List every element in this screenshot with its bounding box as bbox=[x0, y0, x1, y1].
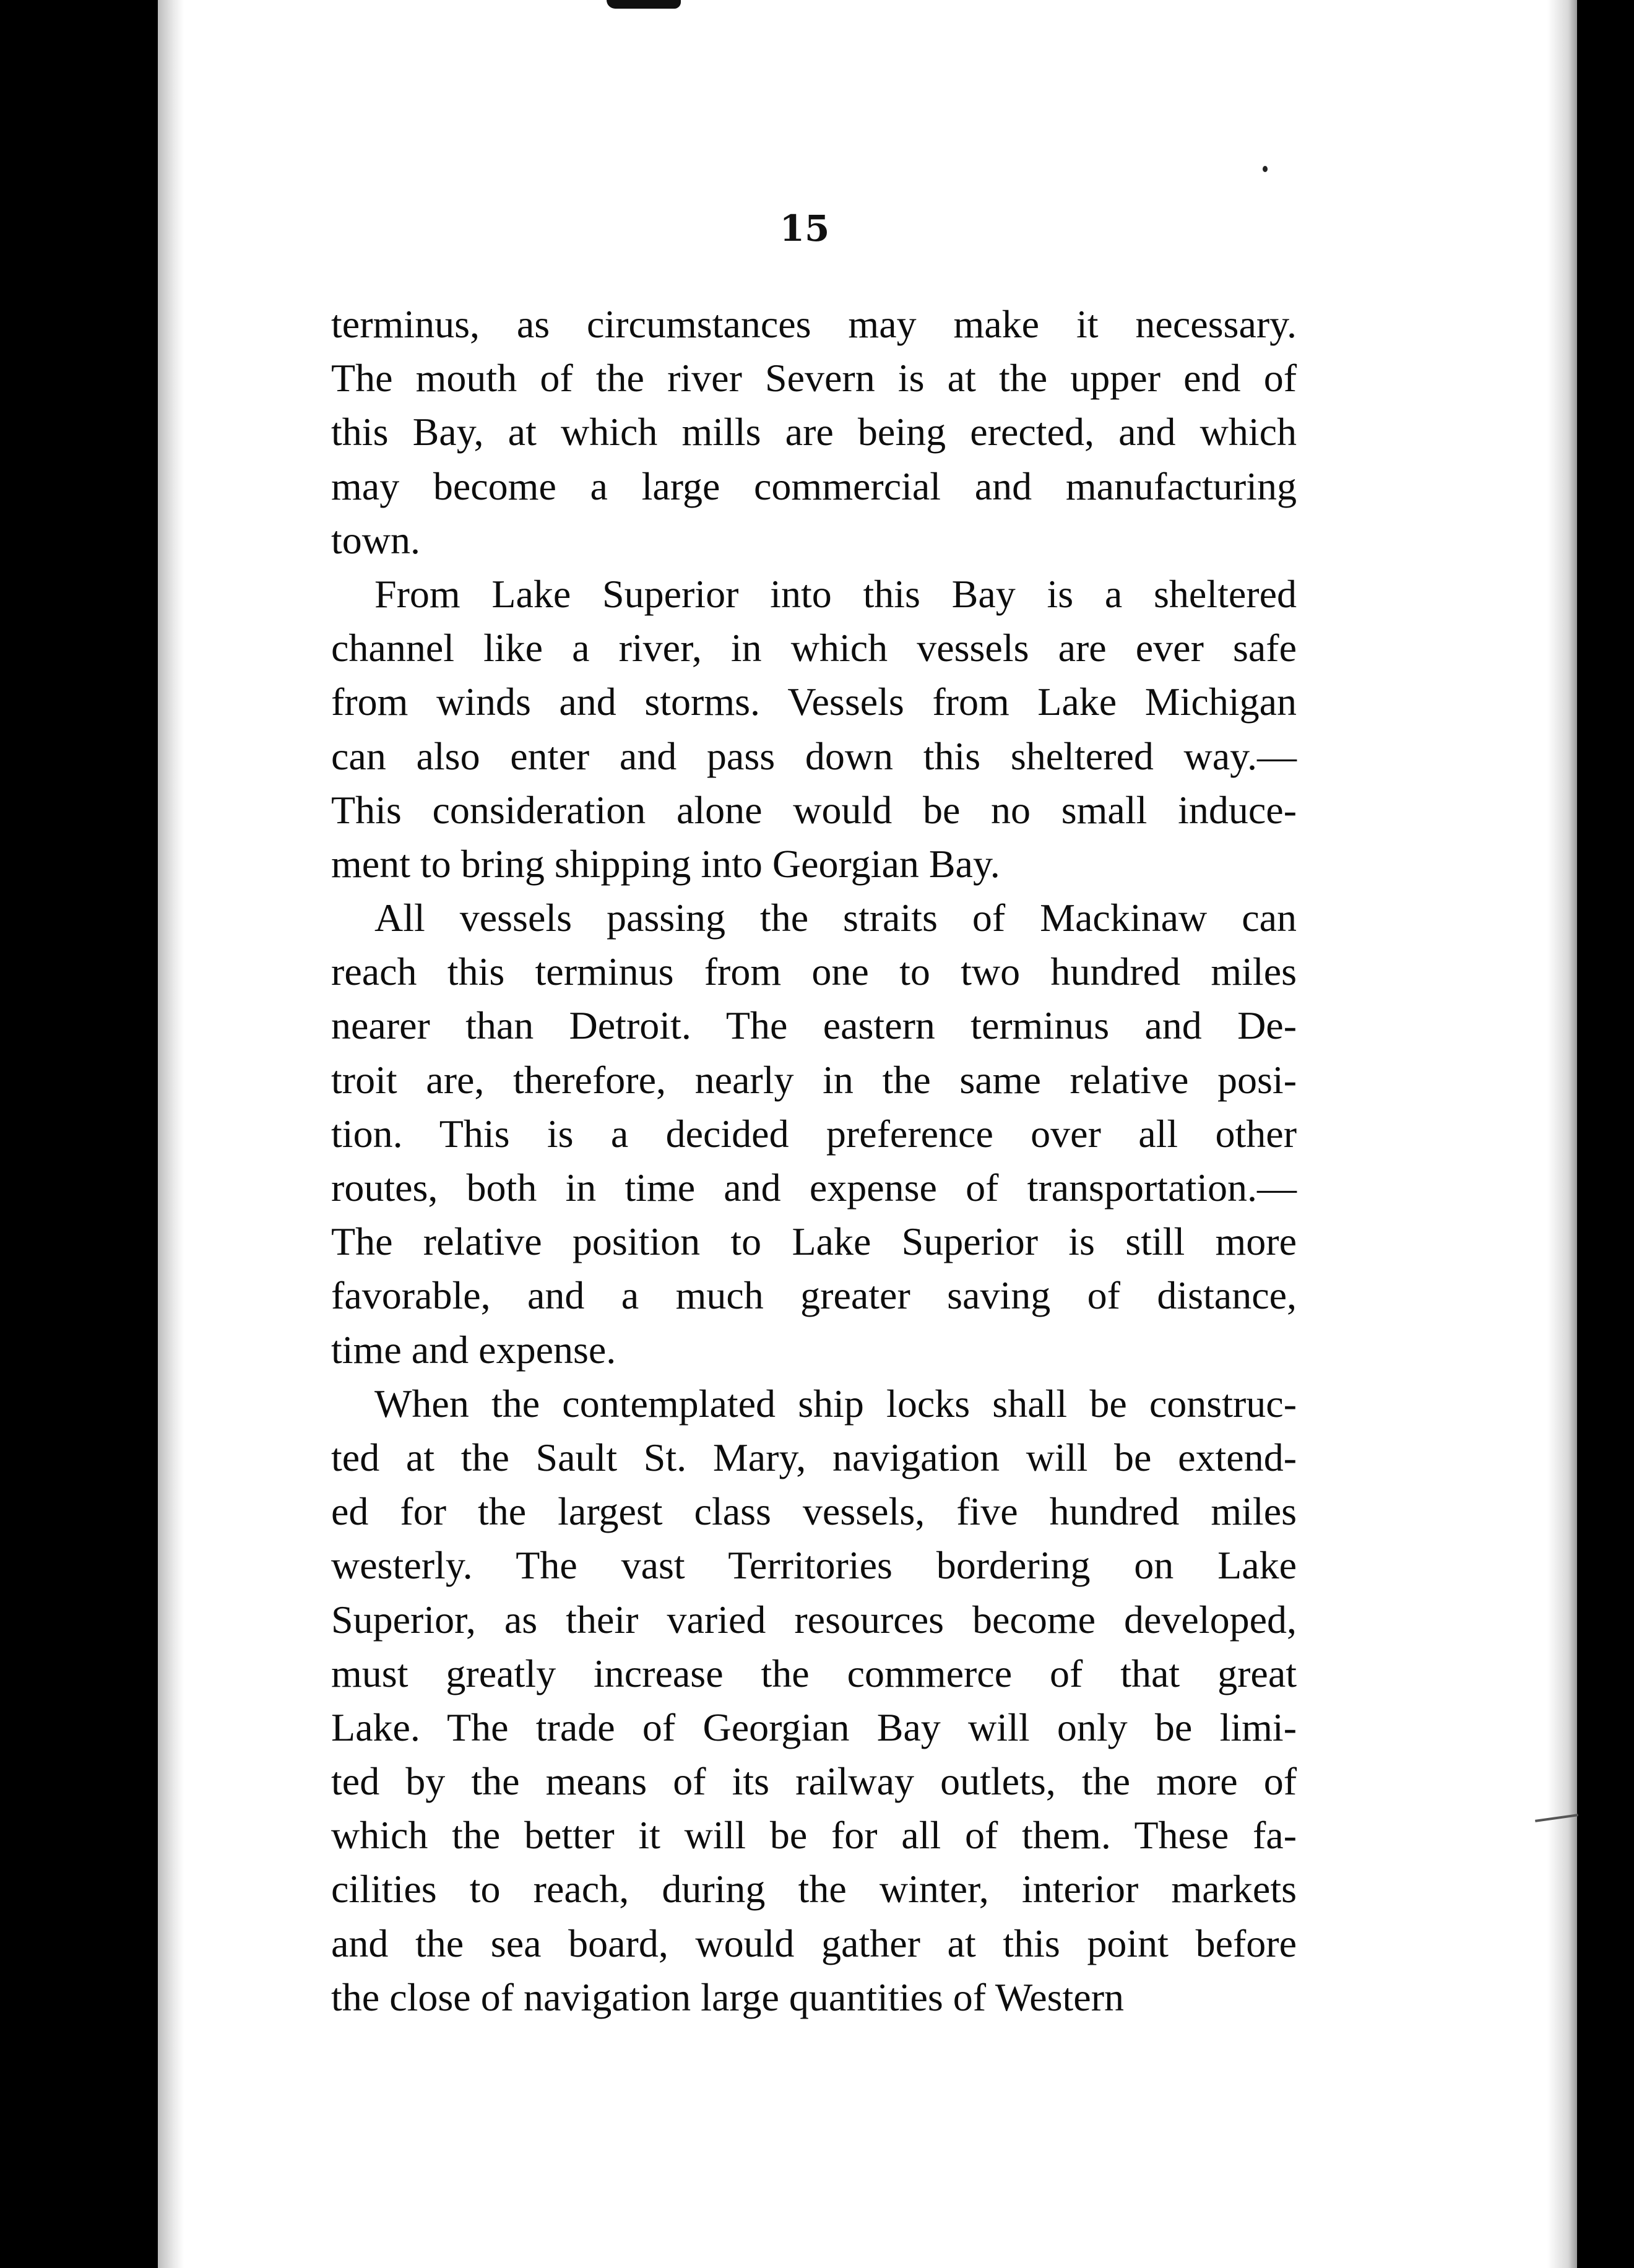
text-line: which the better it will be for all of them. These fa- bbox=[331, 1813, 1297, 1858]
left-binding-edge bbox=[0, 0, 158, 2268]
text-line: favorable, and a much greater saving of distance, bbox=[331, 1273, 1297, 1318]
text-line: terminus, as circumstances may make it necessary. bbox=[331, 302, 1297, 346]
page-number: 15 bbox=[779, 207, 830, 249]
text-line: ted at the Sault St. Mary, navigation will be extend- bbox=[331, 1435, 1297, 1479]
text-line: ment to bring shipping into Georgian Bay. bbox=[331, 841, 1000, 886]
text-line: from winds and storms. Vessels from Lake Michigan bbox=[331, 680, 1297, 724]
text-line: cilities to reach, during the winter, interior markets bbox=[331, 1867, 1297, 1911]
text-line: routes, both in time and expense of transportation.— bbox=[331, 1166, 1297, 1210]
text-line: nearer than Detroit. The eastern terminus and De- bbox=[331, 1003, 1297, 1048]
text-line: The mouth of the river Severn is at the upper end of bbox=[331, 356, 1297, 400]
scan-blemish bbox=[607, 0, 681, 9]
text-line: and the sea board, would gather at this point before bbox=[331, 1921, 1297, 1965]
paragraph bbox=[331, 891, 1297, 1377]
text-line: ted by the means of its railway outlets, the more of bbox=[331, 1759, 1297, 1804]
body-text bbox=[331, 297, 1297, 2024]
ink-speck bbox=[1263, 166, 1268, 172]
text-line: must greatly increase the commerce of that great bbox=[331, 1651, 1297, 1695]
paragraph bbox=[331, 1377, 1297, 2024]
text-line: time and expense. bbox=[331, 1327, 616, 1372]
text-line: troit are, therefore, nearly in the same relative posi- bbox=[331, 1057, 1297, 1102]
text-line: When the contemplated ship locks shall be construc- bbox=[374, 1381, 1297, 1426]
text-line: This consideration alone would be no small induce- bbox=[331, 787, 1297, 832]
text-line: From Lake Superior into this Bay is a sheltered bbox=[374, 571, 1297, 616]
text-line: the close of navigation large quantities of Western bbox=[331, 1975, 1124, 2019]
text-line: may become a large commercial and manufacturing bbox=[331, 464, 1297, 508]
text-line: Lake. The trade of Georgian Bay will only be limi- bbox=[331, 1705, 1297, 1749]
text-line: ed for the largest class vessels, five hundred miles bbox=[331, 1489, 1297, 1534]
text-line: tion. This is a decided preference over all other bbox=[331, 1111, 1297, 1156]
paragraph bbox=[331, 297, 1297, 567]
text-line: town. bbox=[331, 517, 420, 562]
right-binding-edge bbox=[1577, 0, 1634, 2268]
text-line: can also enter and pass down this sheltered way.— bbox=[331, 734, 1297, 778]
paragraph bbox=[331, 567, 1297, 891]
text-line: reach this terminus from one to two hundred miles bbox=[331, 950, 1297, 994]
text-line: All vessels passing the straits of Mackinaw can bbox=[374, 896, 1297, 940]
text-line: westerly. The vast Territories bordering on Lake bbox=[331, 1543, 1297, 1588]
text-line: Superior, as their varied resources become developed, bbox=[331, 1597, 1297, 1642]
text-line: channel like a river, in which vessels are ever safe bbox=[331, 626, 1297, 670]
right-page-curl-shadow bbox=[1547, 0, 1577, 2268]
text-line: The relative position to Lake Superior is still more bbox=[331, 1219, 1297, 1264]
text-line: this Bay, at which mills are being erected, and which bbox=[331, 410, 1297, 454]
left-gutter-shadow bbox=[158, 0, 184, 2268]
